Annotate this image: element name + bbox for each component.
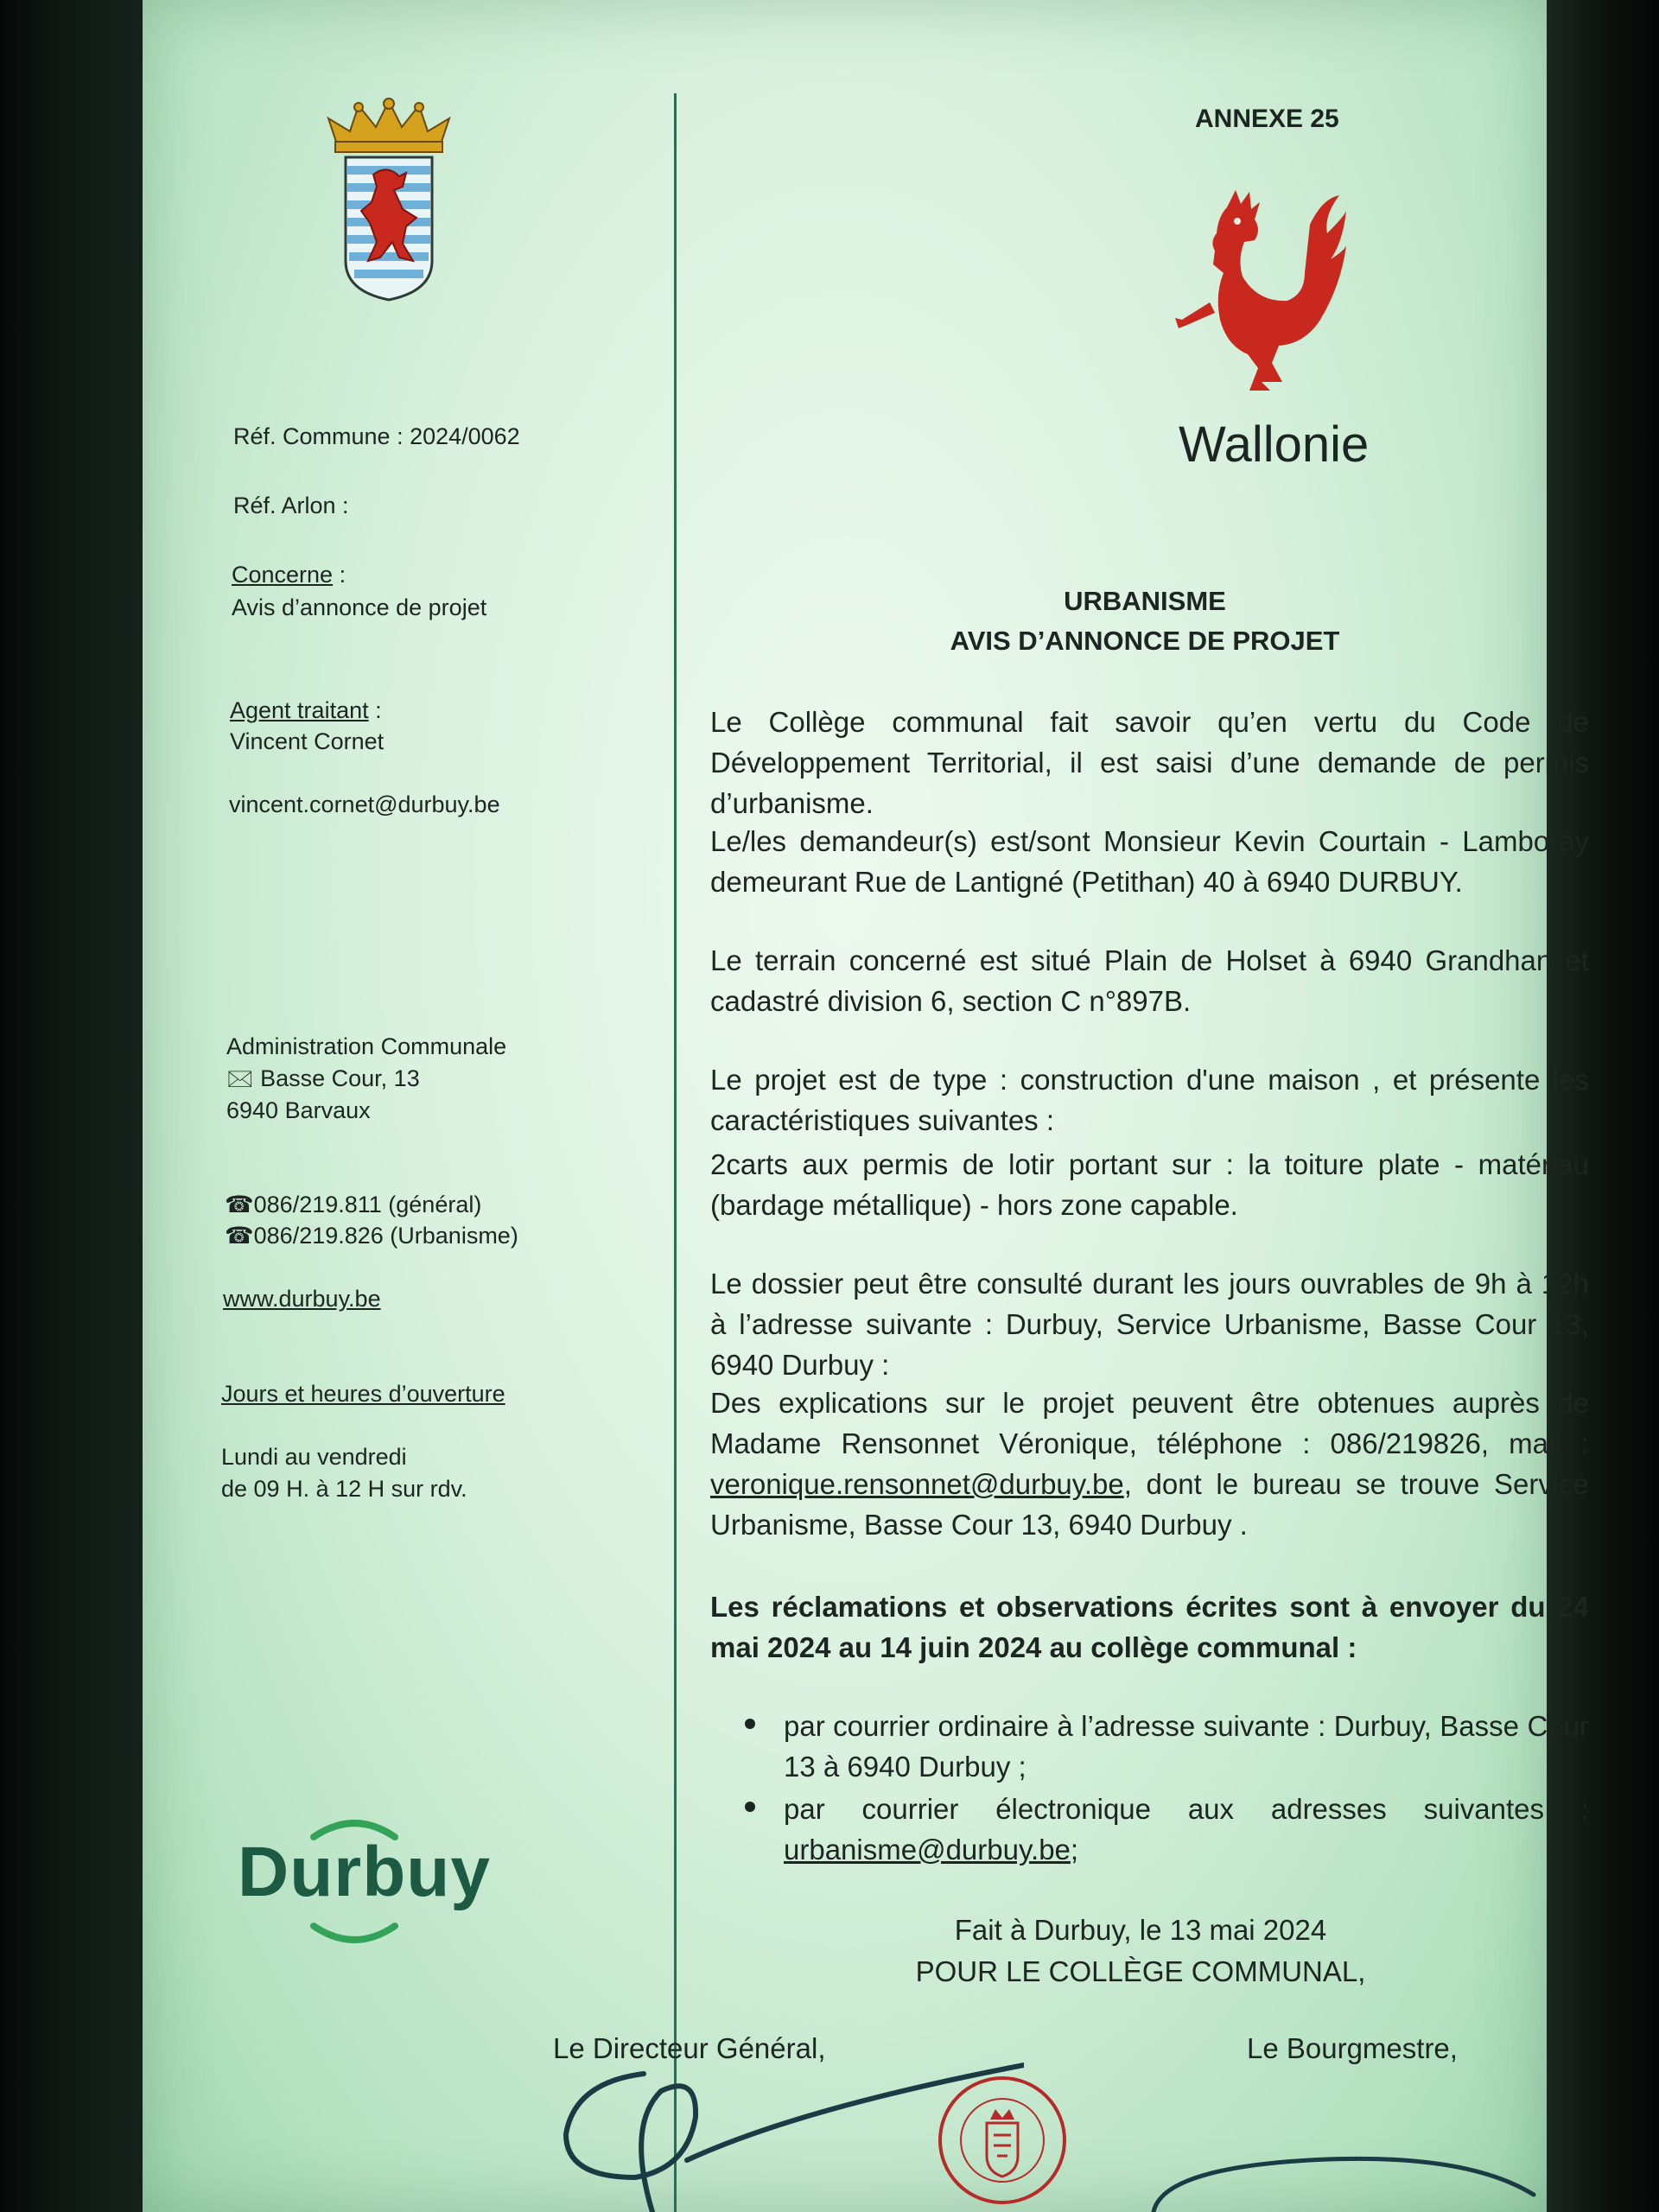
website-link[interactable]: www.durbuy.be (223, 1286, 381, 1312)
admin-street: Basse Cour, 13 (260, 1065, 420, 1091)
paragraph-4a: Le projet est de type : construction d'une maison , et présente les caractéristiques suivantes : (710, 1064, 1589, 1136)
paragraph-6 (710, 1382, 1589, 1545)
agent-label: Agent traitant (230, 697, 369, 723)
bullet-dot (745, 1719, 755, 1729)
annex-number: ANNEXE 25 (1195, 105, 1339, 133)
phone-icon: ☎ (225, 1223, 254, 1249)
ref-commune: Réf. Commune : 2024/0062 (233, 423, 520, 449)
phone-general: 086/219.811 (général) (253, 1192, 482, 1217)
region-name: Wallonie (1179, 416, 1370, 473)
bullet-1: par courrier ordinaire à l’adresse suivante : Durbuy, Basse Cour 13 à 6940 Durbuy ; (784, 1710, 1589, 1783)
hours-time: de 09 H. à 12 H sur rdv. (221, 1476, 467, 1502)
paragraph-5: Le dossier peut être consulté durant les jours ouvrables de 9h à 12h à l’adresse suivante : Durbuy, Service Urbanisme, Basse Cour 13, 6940 Durbuy : (710, 1268, 1589, 1381)
hours-title: Jours et heures d’ouverture (221, 1381, 505, 1407)
concerne-label: Concerne (232, 562, 334, 588)
paragraph-6-end: , dont le bureau se trouve Service Urbanisme, Basse Cour 13, 6940 Durbuy . (710, 1468, 1589, 1541)
bullet-2: par courrier électronique aux adresses suivantes : (784, 1793, 1589, 1825)
hours-days: Lundi au vendredi (221, 1444, 407, 1470)
done-at: Fait à Durbuy, le 13 mai 2024 (954, 1914, 1327, 1946)
bullet-dot (745, 1802, 755, 1812)
commune-seal-stamp (933, 2069, 1071, 2212)
contact-email-link[interactable]: veronique.rensonnet@durbuy.be (710, 1468, 1124, 1500)
phone-urbanisme: 086/219.826 (Urbanisme) (253, 1223, 518, 1249)
paragraph-3: Le terrain concerné est situé Plain de Holset à 6940 Grandhan et cadastré division 6, section C n°897B. (710, 944, 1589, 1017)
ref-arlon: Réf. Arlon : (233, 493, 349, 518)
envelope-icon: 🖂 (226, 1065, 261, 1091)
logo-arc-bottom-icon (307, 1923, 402, 1948)
admin-street-line (226, 1063, 420, 1094)
paragraph-6-start: Des explications sur le projet peuvent être obtenues auprès de Madame Rensonnet Véronique, téléphone : 086/219826, mail : (710, 1387, 1589, 1459)
logo-text: Durbuy (238, 1833, 491, 1911)
concerne-colon: : (333, 562, 346, 588)
notice-title-1: URBANISME (1064, 586, 1226, 616)
agent-email-link[interactable]: vincent.cornet@durbuy.be (229, 791, 500, 817)
admin-name: Administration Communale (226, 1033, 507, 1059)
paragraph-4b: 2carts aux permis de lotir portant sur : la toiture plate - matériau (bardage métallique) - hors zone capable. (710, 1148, 1589, 1221)
bullet-2-end: ; (1070, 1834, 1079, 1866)
mayor-signature (1136, 2134, 1551, 2212)
phone-general-line (225, 1189, 481, 1220)
paragraph-7: Les réclamations et observations écrites sont à envoyer du 24 mai 2024 au 14 juin 2024 au collège communal : (710, 1591, 1589, 1663)
durbuy-logo (238, 1815, 491, 1953)
phone-icon: ☎ (225, 1192, 254, 1217)
agent-colon: : (368, 697, 382, 723)
agent-name: Vincent Cornet (230, 728, 385, 754)
director-label: Le Directeur Général, (553, 2032, 826, 2064)
paragraph-1: Le Collège communal fait savoir qu’en vertu du Code de Développement Territorial, il est saisi d’une demande de permis d’urbanisme. (710, 706, 1589, 819)
column-divider (674, 93, 677, 2212)
notice-sheet (143, 0, 1589, 2212)
durbuy-coat-of-arms-icon (320, 97, 458, 304)
bullet-2-email-line (784, 1829, 1078, 1870)
for-college: POUR LE COLLÈGE COMMUNAL, (915, 1955, 1366, 1987)
wallonie-rooster-icon (1175, 190, 1348, 410)
agent-label-line (230, 695, 382, 726)
paragraph-2: Le/les demandeur(s) est/sont Monsieur Kevin Courtain - Lamboray demeurant Rue de Lantigné (Petithan) 40 à 6940 DURBUY. (710, 825, 1589, 898)
concerne-value: Avis d’annonce de projet (232, 594, 487, 620)
notice-title-2: AVIS D’ANNONCE DE PROJET (950, 626, 1340, 656)
mayor-label: Le Bourgmestre, (1247, 2032, 1458, 2064)
admin-city: 6940 Barvaux (226, 1097, 371, 1123)
phone-urbanisme-line (225, 1220, 518, 1251)
urbanisme-email-link[interactable]: urbanisme@durbuy.be (784, 1834, 1071, 1866)
concerne-label-line (232, 559, 346, 590)
